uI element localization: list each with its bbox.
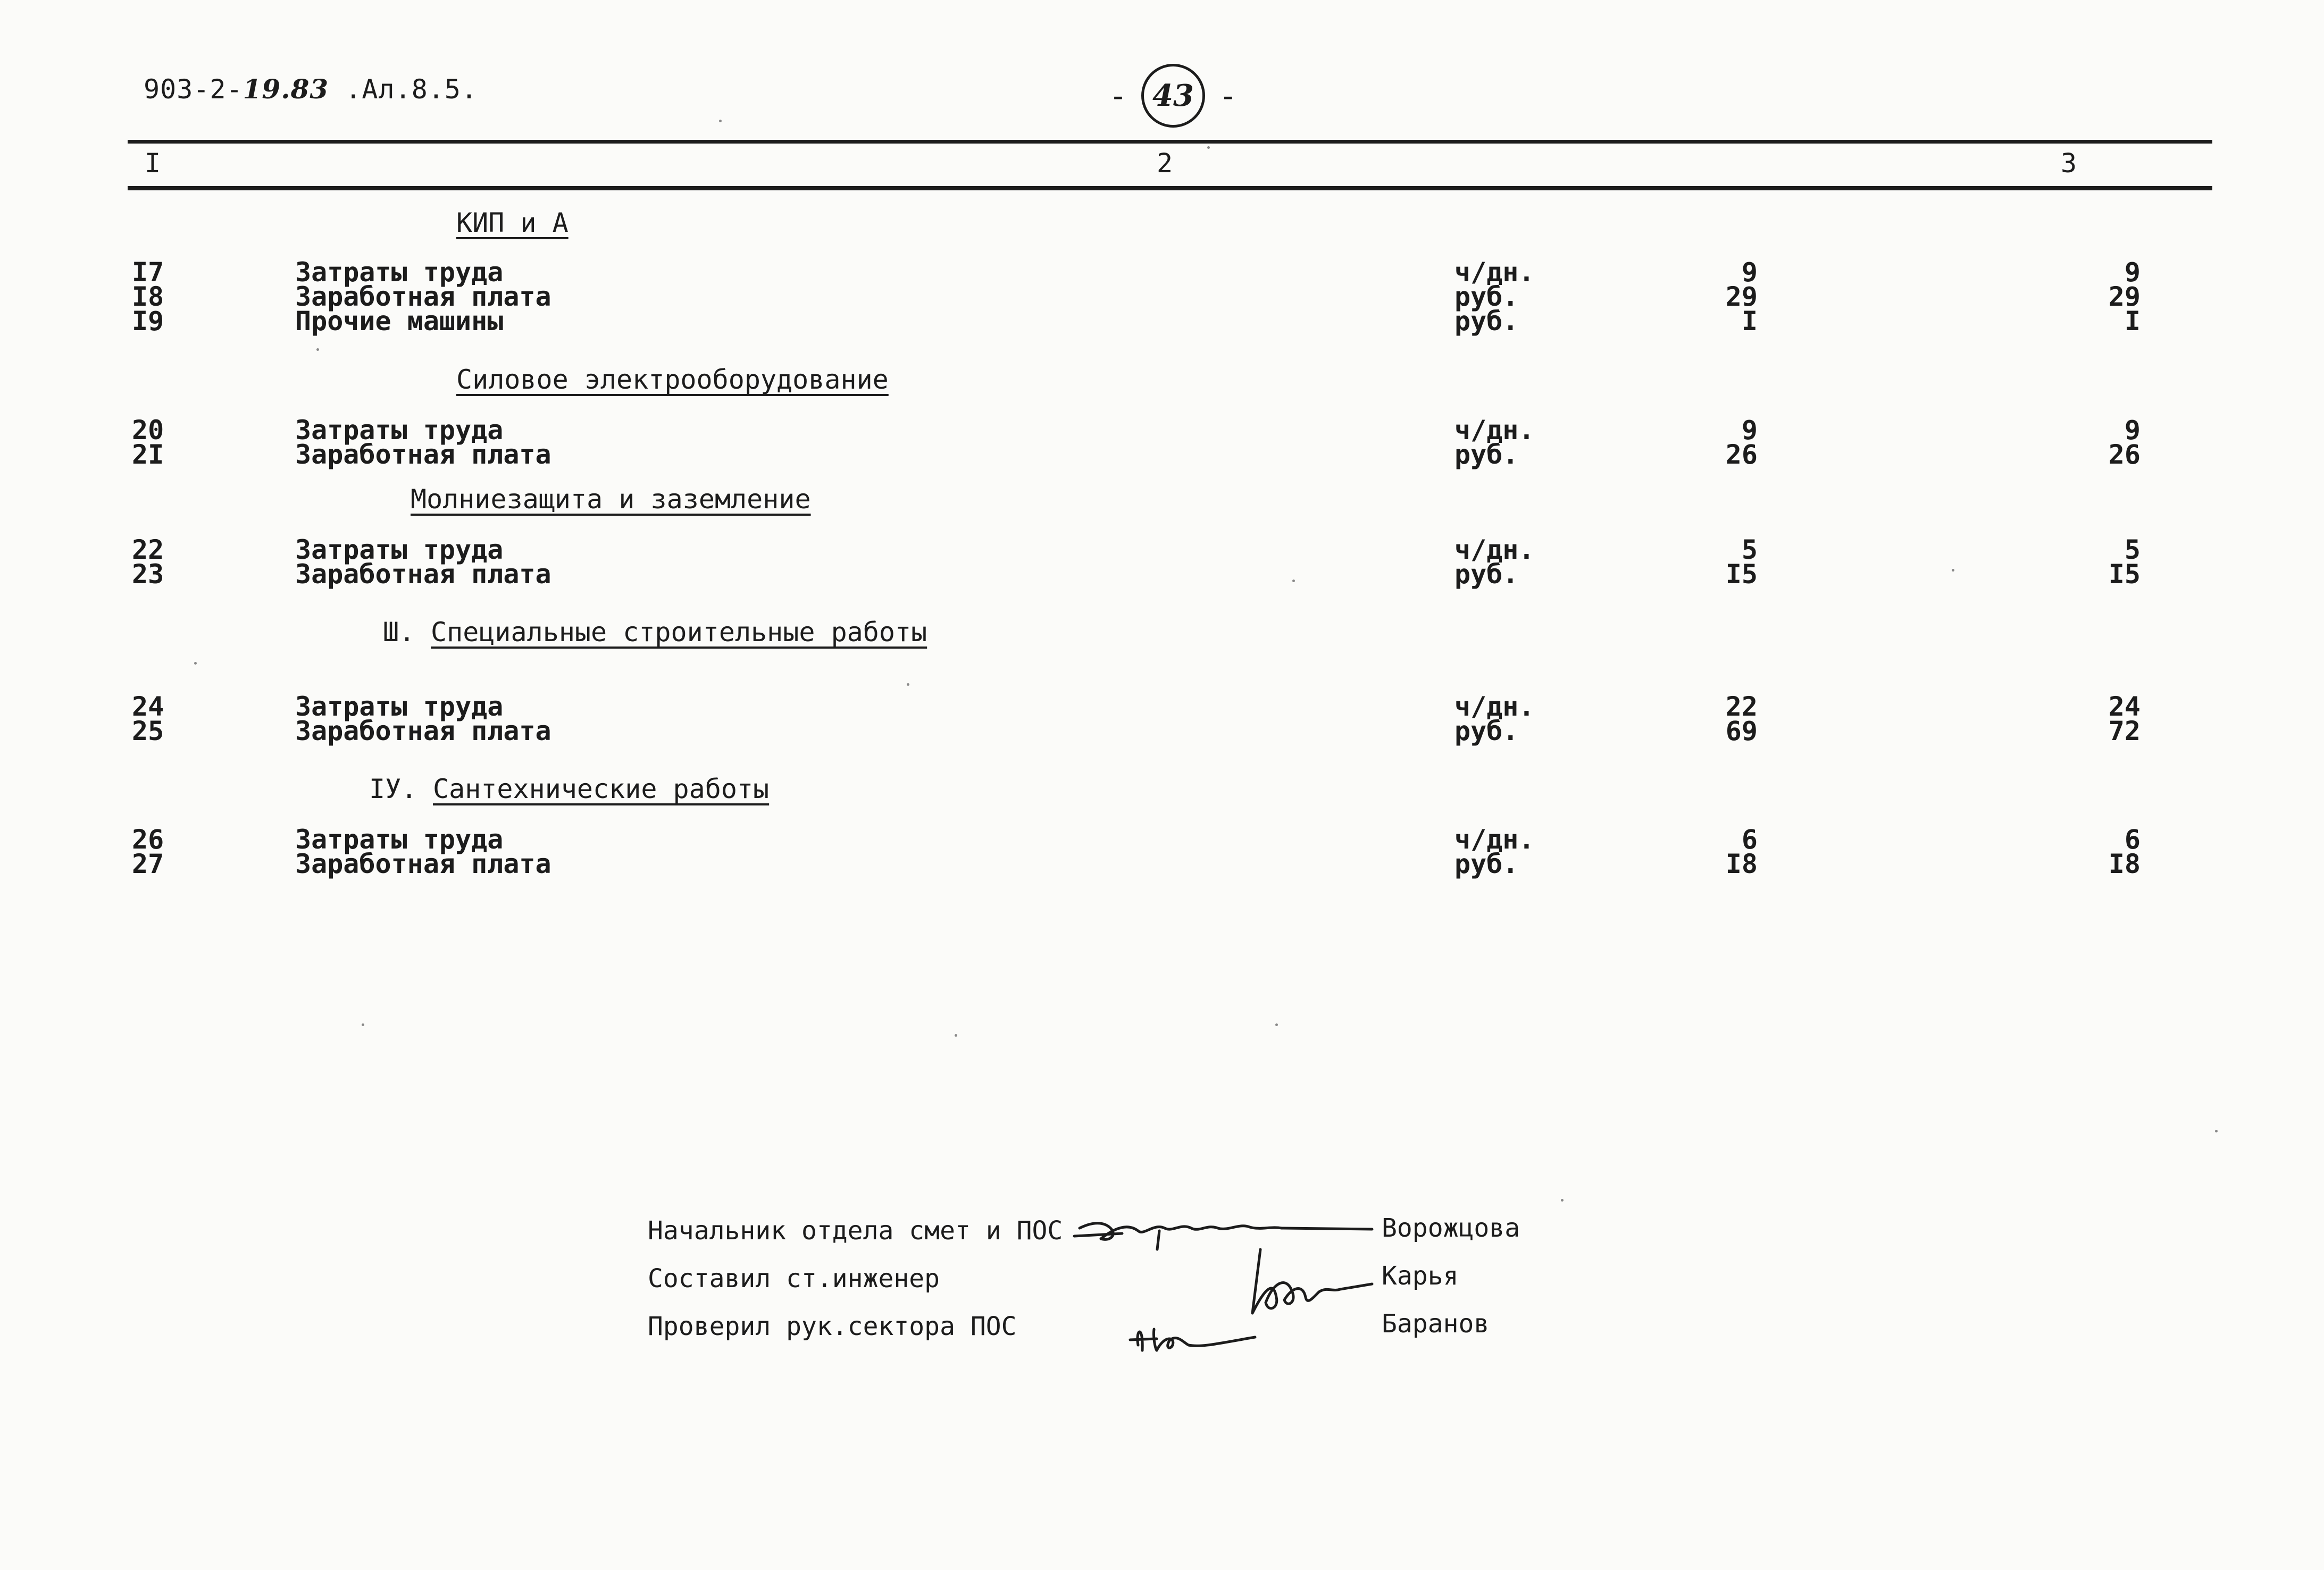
row-value-col-2: 22	[1725, 691, 1758, 722]
row-label: Заработная плата	[295, 716, 551, 746]
section-number: IУ.	[369, 774, 417, 804]
row-value-col-3: 9	[2124, 257, 2141, 288]
scan-speck	[194, 662, 197, 665]
column-header-3: 3	[2061, 148, 2077, 179]
handwritten-signatures	[1064, 1191, 1383, 1372]
row-label: Заработная плата	[295, 849, 551, 879]
row-label: Затраты труда	[295, 257, 504, 288]
row-unit: ч/дн.	[1454, 415, 1535, 446]
column-header-2: 2	[1157, 148, 1173, 179]
row-label: Затраты труда	[295, 824, 504, 855]
signature-scribble-3	[1130, 1329, 1255, 1350]
header-rule-top	[128, 140, 2212, 144]
row-label: Заработная плата	[295, 559, 551, 590]
row-label: Прочие машины	[295, 306, 504, 337]
column-header-1: I	[145, 148, 161, 179]
row-number: 22	[132, 534, 164, 565]
row-value-col-3: 9	[2124, 415, 2141, 446]
row-value-col-2: I8	[1725, 849, 1758, 879]
scan-speck	[362, 1023, 364, 1026]
row-unit: руб.	[1454, 849, 1519, 879]
scan-speck	[1207, 146, 1210, 149]
row-unit: ч/дн.	[1454, 534, 1535, 565]
row-unit: руб.	[1454, 306, 1519, 337]
row-unit: руб.	[1454, 559, 1519, 590]
row-value-col-2: 6	[1741, 824, 1758, 855]
row-value-col-3: I5	[2108, 559, 2141, 590]
header-rule-bottom	[128, 186, 2212, 190]
doc-code-prefix: 903-2-	[144, 74, 243, 105]
row-unit: ч/дн.	[1454, 824, 1535, 855]
section-title: Специальные строительные работы	[431, 617, 927, 648]
doc-code-suffix: .Ал.8.5.	[345, 74, 478, 105]
row-value-col-3: 24	[2108, 691, 2141, 722]
signature-name-1: Ворожцова	[1382, 1213, 1520, 1243]
scan-speck	[2215, 1130, 2218, 1132]
row-number: 27	[132, 849, 164, 879]
page-dash-left: -	[1109, 78, 1127, 114]
scan-speck	[1292, 580, 1295, 582]
row-label: Затраты труда	[295, 534, 504, 565]
row-value-col-2: I	[1741, 306, 1758, 337]
row-value-col-3: 29	[2108, 281, 2141, 312]
row-number: 2I	[132, 439, 164, 470]
row-label: Затраты труда	[295, 691, 504, 722]
doc-code-handwritten: 19.83	[243, 73, 329, 105]
signature-role-2: Составил ст.инженер	[648, 1264, 940, 1294]
row-value-col-3: 26	[2108, 439, 2141, 470]
signature-name-3: Баранов	[1382, 1309, 1490, 1339]
row-unit: руб.	[1454, 439, 1519, 470]
row-value-col-3: I8	[2108, 849, 2141, 879]
row-value-col-2: 9	[1741, 415, 1758, 446]
section-title: Силовое электрооборудование	[456, 364, 889, 395]
scan-speck	[955, 1034, 957, 1037]
row-unit: ч/дн.	[1454, 691, 1535, 722]
page-dash-right: -	[1218, 78, 1238, 114]
page-number-circle: 43	[1141, 64, 1205, 128]
row-value-col-2: 26	[1725, 439, 1758, 470]
row-label: Заработная плата	[295, 281, 551, 312]
scan-speck	[1561, 1199, 1564, 1202]
scan-speck	[907, 683, 909, 686]
scan-speck	[719, 120, 722, 122]
section-title: Сантехнические работы	[433, 774, 770, 804]
signature-name-2: Карья	[1382, 1261, 1459, 1291]
section-title: КИП и А	[456, 207, 569, 238]
scan-speck	[1275, 1023, 1278, 1026]
row-value-col-2: 9	[1741, 257, 1758, 288]
signature-role-3: Проверил рук.сектора ПОС	[648, 1312, 1017, 1341]
row-number: 20	[132, 415, 164, 446]
row-unit: руб.	[1454, 281, 1519, 312]
row-number: 23	[132, 559, 164, 590]
row-number: 25	[132, 716, 164, 746]
scan-speck	[1952, 569, 1954, 572]
row-number: 26	[132, 824, 164, 855]
signature-scribble-1	[1074, 1223, 1372, 1240]
row-value-col-2: 29	[1725, 281, 1758, 312]
signature-scribble-2	[1252, 1249, 1372, 1313]
row-value-col-3: I	[2124, 306, 2141, 337]
row-unit: ч/дн.	[1454, 257, 1535, 288]
section-number: Ш.	[383, 617, 415, 648]
row-label: Затраты труда	[295, 415, 504, 446]
section-title: Молниезащита и заземление	[411, 484, 811, 515]
row-value-col-2: 5	[1741, 534, 1758, 565]
signature-role-1: Начальник отдела смет и ПОС	[648, 1216, 1063, 1246]
row-number: I9	[132, 306, 164, 337]
row-number: I8	[132, 281, 164, 312]
row-number: 24	[132, 691, 164, 722]
row-value-col-3: 6	[2124, 824, 2141, 855]
row-unit: руб.	[1454, 716, 1519, 746]
row-value-col-3: 72	[2108, 716, 2141, 746]
row-number: I7	[132, 257, 164, 288]
scan-speck	[316, 348, 319, 351]
row-label: Заработная плата	[295, 439, 551, 470]
document-code	[144, 73, 478, 105]
row-value-col-2: 69	[1725, 716, 1758, 746]
row-value-col-3: 5	[2124, 534, 2141, 565]
page-number	[1109, 64, 1238, 128]
row-value-col-2: I5	[1725, 559, 1758, 590]
